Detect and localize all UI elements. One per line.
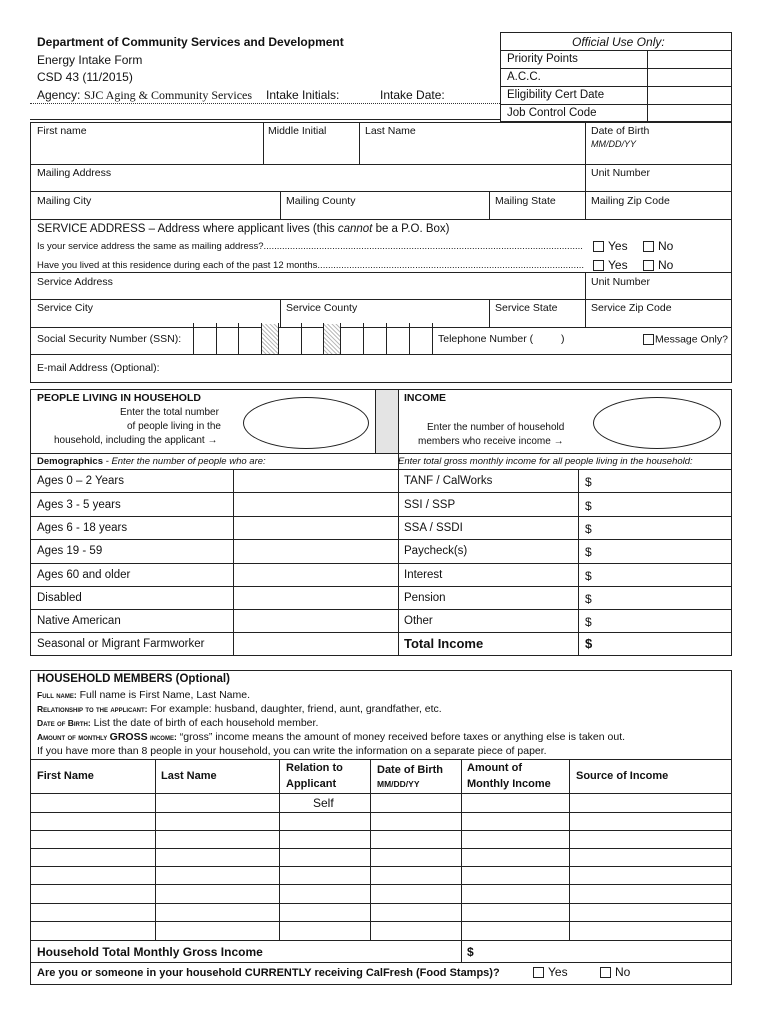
ssn-digit-5[interactable] (303, 332, 322, 348)
dollar-sign: $ (585, 499, 592, 513)
mailing-county-input[interactable] (285, 206, 485, 218)
ssn-digit-2[interactable] (218, 332, 237, 348)
eligibility-cert-date-label: Eligibility Cert Date (507, 89, 605, 101)
disabled-input[interactable] (238, 591, 393, 607)
income-title: INCOME (404, 392, 446, 404)
income-members-oval[interactable] (593, 397, 721, 449)
mailing-zip-input[interactable] (590, 206, 728, 218)
service-city-label: Service City (37, 302, 94, 314)
acc-label: A.C.C. (507, 71, 541, 83)
service-county-input[interactable] (285, 314, 485, 326)
col-last-name: Last Name (161, 770, 217, 782)
checkbox-icon (643, 241, 654, 252)
checkbox-icon (533, 967, 544, 978)
ssn-digit-9[interactable] (411, 332, 431, 348)
tanf-label: TANF / CalWorks (404, 475, 493, 487)
ssn-digit-8[interactable] (388, 332, 408, 348)
same-as-mailing-no[interactable]: No (643, 240, 673, 252)
unit-number-input[interactable] (590, 178, 728, 190)
definition-full-name: Full name: Full name is First Name, Last Name. (37, 689, 251, 701)
total-income-input[interactable] (600, 637, 728, 653)
telephone-area-code-input[interactable] (538, 332, 560, 348)
interest-label: Interest (404, 569, 443, 581)
pension-amount-input[interactable] (596, 591, 728, 607)
dollar-sign: $ (585, 592, 592, 606)
service-address-label: Service Address (37, 276, 113, 288)
checkbox-icon (600, 967, 611, 978)
native-american-label: Native American (37, 615, 121, 627)
ssn-separator (323, 324, 340, 354)
col-dob: Date of Birth (377, 764, 443, 776)
people-instruction-1: Enter the total number (120, 407, 219, 418)
ages-19-59-input[interactable] (238, 544, 393, 560)
checkbox-icon (643, 260, 654, 271)
ssi-label: SSI / SSP (404, 499, 456, 511)
other-amount-input[interactable] (596, 614, 728, 630)
ages-3-5-label: Ages 3 - 5 years (37, 499, 121, 511)
people-instruction-2: of people living in the (127, 421, 221, 432)
dollar-sign: $ (585, 636, 593, 651)
service-state-input[interactable] (494, 314, 582, 326)
member-1-dob[interactable] (375, 796, 457, 810)
col-amount-2: Monthly Income (467, 778, 551, 790)
members-title: HOUSEHOLD MEMBERS (Optional) (37, 673, 230, 685)
calfresh-no[interactable]: No (600, 966, 630, 978)
dollar-sign: $ (585, 545, 592, 559)
service-zip-input[interactable] (590, 314, 728, 326)
ssn-digit-7[interactable] (365, 332, 385, 348)
dollar-sign: $ (585, 569, 592, 583)
telephone-close-paren: ) (561, 333, 565, 345)
checkbox-icon (593, 241, 604, 252)
ssa-label: SSA / SSDI (404, 522, 463, 534)
telephone-label: Telephone Number ( (438, 333, 534, 345)
unit-number-label: Unit Number (591, 167, 650, 179)
checkbox-icon (593, 260, 604, 271)
paycheck-amount-input[interactable] (596, 544, 728, 560)
ssn-digit-6[interactable] (342, 332, 362, 348)
people-title: PEOPLE LIVING IN HOUSEHOLD (37, 392, 201, 404)
mailing-county-label: Mailing County (286, 195, 356, 207)
household-total-dollar: $ (467, 945, 474, 959)
eligibility-cert-date-input[interactable] (652, 88, 728, 103)
mailing-state-label: Mailing State (495, 195, 556, 207)
middle-initial-input[interactable] (268, 143, 354, 160)
first-name-input[interactable] (36, 143, 258, 160)
service-unit-number-input[interactable] (590, 287, 728, 298)
same-as-mailing-yes[interactable]: Yes (593, 240, 628, 252)
dob-format: MM/DD/YY (591, 139, 636, 149)
last-name-label: Last Name (365, 125, 416, 137)
first-name-label: First name (37, 125, 87, 137)
disabled-label: Disabled (37, 592, 82, 604)
col-source: Source of Income (576, 770, 669, 782)
service-zip-label: Service Zip Code (591, 302, 672, 314)
tanf-amount-input[interactable] (596, 474, 728, 490)
total-income-label: Total Income (404, 636, 484, 651)
ssa-amount-input[interactable] (596, 521, 728, 537)
official-use-title: Official Use Only: (572, 35, 665, 49)
pension-label: Pension (404, 592, 446, 604)
job-control-code-input[interactable] (652, 106, 728, 121)
member-1-source[interactable] (574, 796, 728, 810)
dob-input[interactable] (590, 150, 728, 163)
mailing-city-input[interactable] (36, 206, 276, 218)
header-bottom-line (30, 119, 500, 120)
member-1-first-name[interactable] (35, 796, 151, 810)
form-name: Energy Intake Form (37, 53, 143, 67)
header-divider (30, 103, 500, 104)
income-header: Enter total gross monthly income for all people living in the household: (398, 456, 693, 467)
mailing-city-label: Mailing City (37, 195, 92, 207)
definition-relationship: Relationship to the applicant: For example: husband, daughter, friend, aunt, grandfather, etc. (37, 703, 442, 715)
household-total-input[interactable] (480, 944, 728, 960)
calfresh-yes[interactable]: Yes (533, 966, 568, 978)
ssn-digit-1[interactable] (195, 332, 215, 348)
members-note: If you have more than 8 people in your household, you can write the information on a separate piece of paper. (37, 745, 547, 757)
col-relation-2: Applicant (286, 778, 337, 790)
service-county-label: Service County (286, 302, 358, 314)
other-income-label: Other (404, 615, 433, 627)
priority-points-label: Priority Points (507, 53, 578, 65)
acc-input[interactable] (652, 70, 728, 85)
total-people-oval[interactable] (243, 397, 369, 449)
household-total-label: Household Total Monthly Gross Income (37, 945, 263, 959)
interest-amount-input[interactable] (596, 568, 728, 584)
ages-6-18-input[interactable] (238, 521, 393, 537)
message-only-checkbox[interactable]: Message Only? (643, 334, 728, 345)
ages-19-59-label: Ages 19 - 59 (37, 545, 103, 557)
service-address-heading: SERVICE ADDRESS – Address where applicant lives (this cannot be a P.O. Box) (37, 223, 450, 235)
email-label: E-mail Address (Optional): (37, 362, 160, 374)
dollar-sign: $ (585, 615, 592, 629)
intake-date-label: Intake Date: (380, 88, 445, 102)
unit-number-2-label: Unit Number (591, 276, 650, 288)
ssn-separator (261, 324, 278, 354)
mailing-zip-label: Mailing Zip Code (591, 195, 670, 207)
member-1-amount[interactable] (466, 796, 565, 810)
definition-dob: Date of Birth: List the date of birth of each household member. (37, 717, 319, 729)
dollar-sign: $ (585, 475, 592, 489)
middle-initial-label: Middle Initial (268, 125, 327, 137)
income-instruction-2: members who receive income → (418, 436, 564, 447)
ssi-amount-input[interactable] (596, 497, 728, 513)
ages-60-plus-label: Ages 60 and older (37, 569, 131, 581)
definition-gross-income: Amount of monthly GROSS income: “gross” income means the amount of money received before taxes or anything else is taken out. (37, 731, 626, 743)
ages-3-5-input[interactable] (238, 497, 393, 513)
last-name-input[interactable] (364, 143, 580, 160)
telephone-input[interactable] (568, 332, 642, 348)
calfresh-question: Are you or someone in your household CURRENTLY receiving CalFresh (Food Stamps)? (37, 967, 500, 979)
mailing-address-input[interactable] (36, 178, 580, 190)
ages-6-18-label: Ages 6 - 18 years (37, 522, 128, 534)
email-input[interactable] (165, 360, 725, 376)
service-address-input[interactable] (36, 287, 580, 298)
ssn-digit-4[interactable] (280, 332, 300, 348)
self-cell: Self (313, 796, 334, 810)
agency-label: Agency: (37, 88, 81, 102)
section-gap-shade (375, 390, 399, 453)
dollar-sign: $ (585, 522, 592, 536)
demographics-header: Demographics - Enter the number of people who are: (37, 456, 266, 467)
department-title: Department of Community Services and Development (37, 35, 344, 49)
ssn-label: Social Security Number (SSN): (37, 333, 182, 345)
paycheck-label: Paycheck(s) (404, 545, 468, 557)
ssn-digit-3[interactable] (240, 332, 260, 348)
mailing-state-input[interactable] (494, 206, 582, 218)
people-instruction-3: household, including the applicant → (54, 435, 218, 446)
dob-label: Date of Birth (591, 125, 650, 137)
service-state-label: Service State (495, 302, 558, 314)
ages-0-2-label: Ages 0 – 2 Years (37, 475, 124, 487)
job-control-code-label: Job Control Code (507, 107, 597, 119)
mailing-address-label: Mailing Address (37, 167, 112, 179)
member-1-last-name[interactable] (160, 796, 275, 810)
lived-12-months-no[interactable]: No (643, 259, 673, 271)
col-dob-format: MM/DD/YY (377, 779, 420, 789)
farmworker-input[interactable] (238, 637, 393, 653)
same-as-mailing-question: Is your service address the same as mailing address?......................................................................................................................... (37, 242, 583, 252)
native-american-input[interactable] (238, 614, 393, 630)
col-amount-1: Amount of (467, 762, 522, 774)
lived-12-months-question: Have you lived at this residence during each of the past 12 months..................................................................................................... (37, 261, 584, 271)
agency-value: SJC Aging & Community Services (84, 88, 253, 102)
col-first-name: First Name (37, 770, 94, 782)
priority-points-input[interactable] (652, 52, 728, 67)
col-relation-1: Relation to (286, 762, 343, 774)
farmworker-label: Seasonal or Migrant Farmworker (37, 638, 205, 650)
ages-60-plus-input[interactable] (238, 568, 393, 584)
lived-12-months-yes[interactable]: Yes (593, 259, 628, 271)
service-city-input[interactable] (36, 314, 276, 326)
checkbox-icon (643, 334, 654, 345)
intake-initials-label: Intake Initials: (266, 88, 340, 102)
form-code: CSD 43 (11/2015) (37, 70, 133, 84)
ages-0-2-input[interactable] (238, 474, 393, 490)
income-instruction-1: Enter the number of household (427, 422, 565, 433)
